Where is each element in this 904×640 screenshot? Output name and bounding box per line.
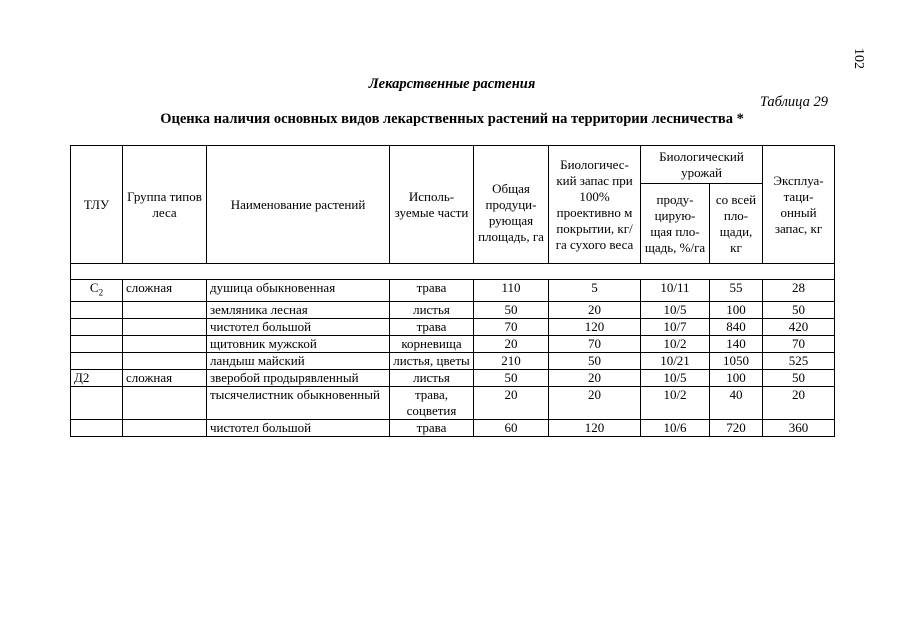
header-forest-group: Группа типов леса [123,146,207,264]
cell-exploit-stock: 28 [763,280,835,302]
cell-total-area: 70 [474,318,549,335]
cell-yield-total: 840 [710,318,763,335]
cell-plant-name: тысячелистник обыкновенный [207,386,390,419]
tlu-subscript: 2 [98,287,104,298]
cell-tlu [71,318,123,335]
cell-tlu [71,301,123,318]
cell-parts-used: трава [390,318,474,335]
cell-yield-total: 140 [710,335,763,352]
cell-exploit-stock: 70 [763,335,835,352]
cell-yield-productive: 10/11 [641,280,710,302]
header-total-area: Общая продуци-рующая площадь, га [474,146,549,264]
header-tlu: ТЛУ [71,146,123,264]
cell-exploit-stock: 20 [763,386,835,419]
cell-yield-total: 100 [710,301,763,318]
header-yield-productive: проду-цирую-щая пло-щадь, %/га [641,184,710,264]
cell-tlu: Д2 [71,369,123,386]
cell-plant-name: земляника лесная [207,301,390,318]
cell-yield-productive: 10/2 [641,335,710,352]
header-plant-name: Наименование растений [207,146,390,264]
cell-parts-used: трава [390,419,474,436]
table-row [71,419,835,436]
cell-yield-total: 55 [710,280,763,302]
table-row [71,352,835,369]
table-row [71,386,835,419]
cell-forest-group [123,318,207,335]
section-title: Лекарственные растения [368,76,536,92]
cell-plant-name: щитовник мужской [207,335,390,352]
table-row [71,301,835,318]
cell-bio-stock: 5 [549,280,641,302]
cell-forest-group [123,419,207,436]
cell-forest-group [123,352,207,369]
cell-exploit-stock: 50 [763,369,835,386]
cell-yield-total: 100 [710,369,763,386]
medicinal-plants-table [70,145,835,437]
cell-bio-stock: 20 [549,386,641,419]
header-parts-used: Исполь-зуемые части [390,146,474,264]
cell-total-area: 20 [474,386,549,419]
header-yield-total: со всей пло-щади, кг [710,184,763,264]
cell-forest-group [123,301,207,318]
cell-plant-name: ландыш майский [207,352,390,369]
cell-exploit-stock: 525 [763,352,835,369]
table-row [71,280,835,302]
cell-bio-stock: 20 [549,369,641,386]
cell-tlu [71,352,123,369]
cell-yield-productive: 10/7 [641,318,710,335]
cell-total-area: 20 [474,335,549,352]
cell-parts-used: листья, цветы [390,352,474,369]
cell-forest-group [123,386,207,419]
cell-parts-used: корневища [390,335,474,352]
table-row [71,318,835,335]
cell-tlu [71,386,123,419]
cell-bio-stock: 120 [549,419,641,436]
cell-tlu [71,280,123,302]
header-exploit-stock: Эксплуа-таци-онный запас, кг [763,146,835,264]
cell-parts-used: листья [390,301,474,318]
cell-forest-group [123,335,207,352]
header-bio-yield: Биологический урожай [641,146,763,184]
cell-parts-used: трава [390,280,474,302]
cell-exploit-stock: 420 [763,318,835,335]
tlu-code: С [89,280,99,295]
table-row [71,369,835,386]
header-bio-stock: Биологичес-кий запас при 100% проективно м покрытии, кг/га сухого веса [549,146,641,264]
cell-exploit-stock: 50 [763,301,835,318]
cell-yield-productive: 10/6 [641,419,710,436]
table-row [71,335,835,352]
cell-total-area: 210 [474,352,549,369]
cell-yield-total: 1050 [710,352,763,369]
table-number: Таблица 29 [759,94,828,110]
table-title: Оценка наличия основных видов лекарственных растений на территории лесничества * [160,111,744,127]
cell-yield-productive: 10/5 [641,301,710,318]
cell-yield-productive: 10/2 [641,386,710,419]
cell-bio-stock: 120 [549,318,641,335]
cell-tlu [71,419,123,436]
cell-yield-productive: 10/21 [641,352,710,369]
cell-total-area: 110 [474,280,549,302]
page-number: 102 [851,48,866,69]
cell-yield-total: 40 [710,386,763,419]
cell-parts-used: трава, соцветия [390,386,474,419]
cell-bio-stock: 70 [549,335,641,352]
cell-plant-name: зверобой продырявленный [207,369,390,386]
cell-forest-group: сложная [123,369,207,386]
cell-parts-used: листья [390,369,474,386]
cell-plant-name: чистотел большой [207,318,390,335]
spacer-row [71,264,835,280]
cell-yield-productive: 10/5 [641,369,710,386]
cell-plant-name: чистотел большой [207,419,390,436]
cell-plant-name: душица обыкновенная [207,280,390,302]
cell-forest-group: сложная [123,280,207,302]
cell-exploit-stock: 360 [763,419,835,436]
cell-total-area: 50 [474,369,549,386]
cell-bio-stock: 50 [549,352,641,369]
cell-total-area: 50 [474,301,549,318]
cell-bio-stock: 20 [549,301,641,318]
cell-total-area: 60 [474,419,549,436]
cell-yield-total: 720 [710,419,763,436]
cell-tlu [71,335,123,352]
